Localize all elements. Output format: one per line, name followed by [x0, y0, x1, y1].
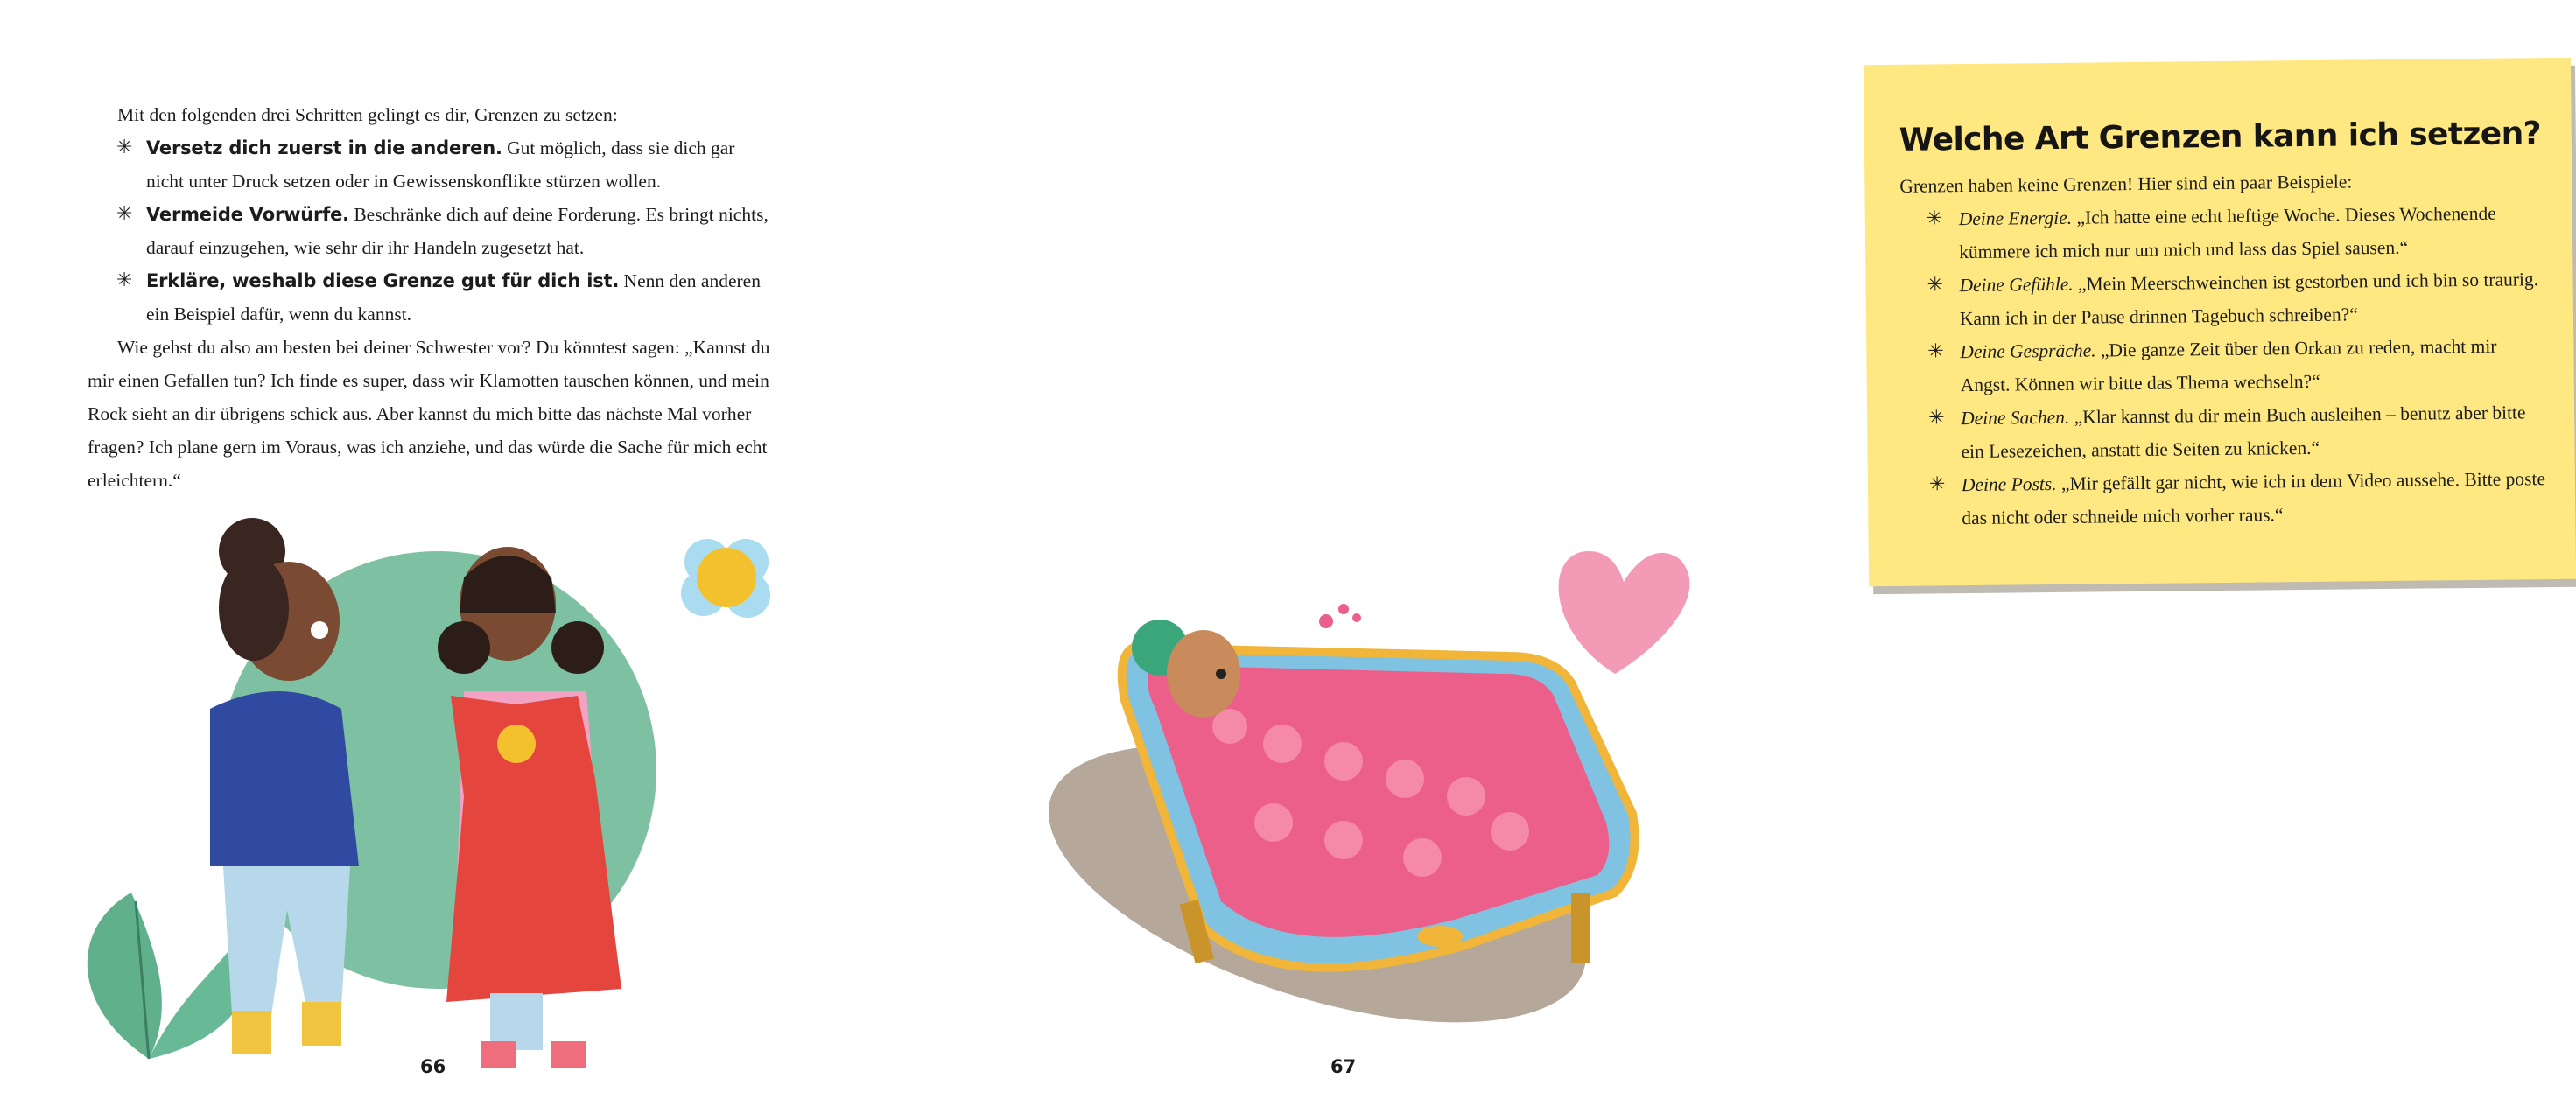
sisters-illustration	[53, 516, 823, 1076]
step-heading: Versetz dich zuerst in die anderen.	[146, 137, 502, 158]
left-page	[0, 0, 880, 1120]
asterisk-bullet-icon: ✳	[1927, 340, 1944, 363]
example-text: „Mein Meerschweinchen ist gestorben und ich bin so traurig. Kann ich in der Pause drinnen Tagebuch schreiben?“	[1959, 269, 2539, 330]
steps-intro: Mit den folgenden drei Schritten gelingt es dir, Grenzen zu setzen:	[117, 104, 618, 125]
page-number-right: 67	[1330, 1056, 1357, 1077]
asterisk-bullet-icon: ✳	[116, 203, 133, 225]
steps-list	[88, 131, 770, 331]
example-text: „Klar kannst du dir mein Buch ausleihen – benutz aber bitte ein Lesezeichen, anstatt die Seiten zu knicken.“	[1961, 402, 2526, 463]
card-intro: Grenzen haben keine Grenzen! Hier sind ein paar Beispiele:	[1899, 171, 2353, 197]
tip-card	[1864, 58, 2576, 586]
step-item	[88, 131, 770, 198]
step-heading: Erkläre, weshalb diese Grenze gut für dich ist.	[146, 270, 620, 291]
asterisk-bullet-icon: ✳	[116, 270, 133, 291]
example-label: Deine Posts.	[1961, 472, 2057, 496]
card-title: Welche Art Grenzen kann ich setzen?	[1899, 116, 2542, 158]
step-item	[88, 264, 770, 331]
example-item	[1902, 396, 2551, 469]
asterisk-bullet-icon: ✳	[1928, 473, 1946, 496]
example-text: „Die ganze Zeit über den Orkan zu reden, macht mir Angst. Können wir bitte das Thema wechseln?“	[1960, 335, 2497, 396]
example-label: Deine Gefühle.	[1959, 273, 2074, 297]
example-label: Deine Energie.	[1958, 206, 2073, 230]
example-item	[1903, 462, 2551, 536]
asterisk-bullet-icon: ✳	[1928, 407, 1945, 430]
example-item	[1900, 262, 2549, 336]
step-text: Beschränke dich auf deine Forderung. Es bringt nichts, darauf einzugehen, wie sehr dir ihr Handeln zugesetzt hat.	[146, 204, 769, 258]
example-paragraph: Wie gehst du also am besten bei deiner Schwester vor? Du könntest sagen: „Kannst du mir einen Gefallen tun? Ich finde es super, dass wir Klamotten tauschen können, und mein Rock sieht an dir übrigens schick aus. Aber kannst du mich bitte das nächste Mal vorher fragen? Ich plane gern im Voraus, was ich anziehe, und das würde die Sache für mich echt erleichtern.“	[88, 337, 770, 491]
example-text: „Ich hatte eine echt heftige Woche. Dieses Wochenende kümmere ich mich nur um mich und lass das Spiel sausen.“	[1959, 202, 2496, 263]
asterisk-bullet-icon: ✳	[1926, 207, 1943, 230]
example-label: Deine Gespräche.	[1960, 340, 2096, 363]
heart-icon	[1559, 551, 1690, 674]
step-heading: Vermeide Vorwürfe.	[146, 204, 349, 225]
example-label: Deine Sachen.	[1961, 406, 2070, 430]
page-number-left: 66	[420, 1056, 446, 1077]
flower-icon	[681, 539, 770, 618]
examples-list	[1900, 196, 2551, 536]
asterisk-bullet-icon: ✳	[1927, 274, 1944, 297]
step-text: Nenn den anderen ein Beispiel dafür, wenn du kannst.	[146, 270, 761, 325]
step-item	[88, 198, 770, 264]
left-body-text	[88, 98, 770, 497]
bathtub-illustration	[1055, 534, 1737, 1094]
asterisk-bullet-icon: ✳	[116, 136, 133, 158]
right-page	[880, 0, 2546, 1120]
example-text: „Mir gefällt gar nicht, wie ich in dem Video aussehe. Bitte poste das nicht oder schneide mich vorher raus.“	[1962, 468, 2546, 529]
example-item	[1901, 329, 2550, 402]
step-text: Gut möglich, dass sie dich gar nicht unter Druck setzen oder in Gewissenskonflikte stürzen wollen.	[146, 137, 735, 192]
example-item	[1900, 196, 2549, 270]
